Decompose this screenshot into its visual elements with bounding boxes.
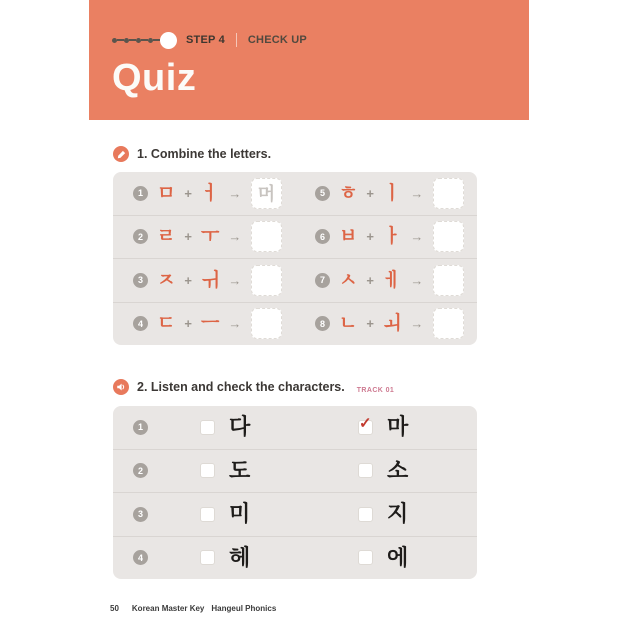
vowel-letter: ㅣ bbox=[382, 182, 402, 204]
answer-box[interactable] bbox=[433, 178, 464, 209]
item-number-badge: 1 bbox=[133, 420, 148, 435]
plus-sign: + bbox=[366, 185, 374, 201]
option-character: 미 bbox=[229, 501, 251, 527]
checkbox[interactable] bbox=[200, 420, 215, 435]
choice-option[interactable] bbox=[200, 544, 358, 570]
option-character: 다 bbox=[229, 414, 251, 440]
item-number-badge: 1 bbox=[133, 186, 148, 201]
combine-letters-panel bbox=[113, 172, 477, 345]
choice-option[interactable] bbox=[358, 416, 477, 438]
vowel-letter: ㅡ bbox=[200, 313, 220, 335]
combine-item-2 bbox=[113, 216, 295, 259]
combine-row bbox=[113, 303, 477, 346]
vowel-letter: ㅜ bbox=[200, 226, 220, 248]
listen-row-2 bbox=[113, 450, 477, 494]
vowel-letter: ㅔ bbox=[382, 269, 402, 291]
consonant-letter: ㄷ bbox=[157, 313, 176, 335]
arrow-icon: → bbox=[228, 272, 242, 288]
item-number-badge: 5 bbox=[315, 186, 330, 201]
step-label: STEP 4 bbox=[186, 34, 225, 46]
choice-option[interactable] bbox=[358, 457, 477, 483]
plus-sign: + bbox=[366, 229, 374, 245]
arrow-icon: → bbox=[228, 229, 242, 245]
item-number-badge: 2 bbox=[133, 229, 148, 244]
progress-indicator bbox=[112, 31, 307, 49]
option-character: 에 bbox=[387, 544, 409, 570]
track-label: TRACK 01 bbox=[356, 387, 395, 394]
combine-item-6 bbox=[295, 216, 477, 259]
page-footer bbox=[110, 604, 276, 613]
consonant-letter: ㅂ bbox=[339, 226, 358, 248]
plus-sign: + bbox=[184, 229, 192, 245]
option-character: 마 bbox=[387, 414, 409, 440]
item-number-badge: 4 bbox=[133, 316, 148, 331]
consonant-letter: ㅎ bbox=[339, 182, 358, 204]
consonant-letter: ㄹ bbox=[157, 226, 176, 248]
checkbox[interactable] bbox=[358, 414, 373, 435]
choice-option[interactable] bbox=[200, 457, 358, 483]
combine-item-8 bbox=[295, 303, 477, 346]
item-number-badge: 7 bbox=[315, 273, 330, 288]
plus-sign: + bbox=[184, 272, 192, 288]
checkbox[interactable] bbox=[200, 507, 215, 522]
item-number-badge: 8 bbox=[315, 316, 330, 331]
page-number: 50 bbox=[110, 604, 119, 613]
arrow-icon: → bbox=[410, 229, 424, 245]
progress-line bbox=[141, 39, 148, 41]
arrow-icon: → bbox=[228, 185, 242, 201]
answer-box[interactable] bbox=[433, 221, 464, 252]
combine-item-7 bbox=[295, 259, 477, 302]
listen-row-1 bbox=[113, 406, 477, 450]
progress-line bbox=[153, 39, 160, 41]
listen-row-3 bbox=[113, 493, 477, 537]
checkbox[interactable] bbox=[200, 550, 215, 565]
combine-row bbox=[113, 259, 477, 303]
answer-box[interactable] bbox=[251, 308, 282, 339]
plus-sign: + bbox=[366, 316, 374, 332]
option-character: 도 bbox=[229, 457, 251, 483]
item-number-badge: 4 bbox=[133, 550, 148, 565]
check-icon: ✓ bbox=[359, 414, 372, 432]
vowel-letter: ㅏ bbox=[382, 226, 402, 248]
combine-item-4 bbox=[113, 303, 295, 346]
checkbox[interactable] bbox=[358, 463, 373, 478]
book-subtitle: Hangeul Phonics bbox=[211, 604, 277, 613]
answer-box[interactable] bbox=[433, 265, 464, 296]
item-number-badge: 2 bbox=[133, 463, 148, 478]
option-character: 헤 bbox=[229, 544, 251, 570]
plus-sign: + bbox=[184, 316, 192, 332]
consonant-letter: ㄴ bbox=[339, 313, 358, 335]
answer-box[interactable] bbox=[251, 221, 282, 252]
combine-item-5 bbox=[295, 172, 477, 215]
listen-row-4 bbox=[113, 537, 477, 580]
vowel-letter: ㅚ bbox=[382, 313, 402, 335]
arrow-icon: → bbox=[228, 316, 242, 332]
consonant-letter: ㅈ bbox=[157, 269, 176, 291]
consonant-letter: ㅅ bbox=[339, 269, 358, 291]
combine-row bbox=[113, 216, 477, 260]
consonant-letter: ㅁ bbox=[157, 182, 176, 204]
choice-option[interactable] bbox=[358, 503, 477, 525]
item-number-badge: 6 bbox=[315, 229, 330, 244]
checkbox[interactable] bbox=[358, 507, 373, 522]
answer-box[interactable] bbox=[251, 178, 282, 209]
combine-item-3 bbox=[113, 259, 295, 302]
answer-box[interactable] bbox=[433, 308, 464, 339]
combine-row bbox=[113, 172, 477, 216]
header-banner bbox=[89, 0, 529, 120]
option-character: 지 bbox=[387, 501, 409, 527]
section1-header bbox=[113, 146, 271, 162]
checkup-label: CHECK UP bbox=[247, 34, 307, 46]
vowel-letter: ㅓ bbox=[200, 182, 220, 204]
book-title: Korean Master Key bbox=[131, 604, 205, 613]
choice-option[interactable] bbox=[200, 503, 358, 525]
speaker-icon bbox=[113, 379, 129, 395]
answer-box[interactable] bbox=[251, 265, 282, 296]
page-title: Quiz bbox=[112, 57, 197, 99]
choice-option[interactable] bbox=[358, 544, 477, 570]
answer-value: 머 bbox=[257, 184, 276, 205]
listen-check-panel bbox=[113, 406, 477, 579]
item-number-badge: 3 bbox=[133, 507, 148, 522]
choice-option[interactable] bbox=[200, 416, 358, 438]
progress-current-dot bbox=[160, 32, 177, 49]
plus-sign: + bbox=[184, 185, 192, 201]
option-character: 소 bbox=[387, 457, 409, 483]
plus-sign: + bbox=[366, 272, 374, 288]
section2-title: 2. Listen and check the characters. bbox=[137, 380, 345, 394]
checkbox[interactable] bbox=[358, 550, 373, 565]
combine-item-1 bbox=[113, 172, 295, 215]
vowel-letter: ㅟ bbox=[200, 269, 220, 291]
checkbox[interactable] bbox=[200, 463, 215, 478]
arrow-icon: → bbox=[410, 272, 424, 288]
section1-title: 1. Combine the letters. bbox=[137, 147, 272, 161]
pencil-icon bbox=[113, 146, 129, 162]
progress-line bbox=[117, 39, 124, 41]
divider bbox=[236, 33, 237, 47]
arrow-icon: → bbox=[410, 185, 424, 201]
arrow-icon: → bbox=[410, 316, 424, 332]
item-number-badge: 3 bbox=[133, 273, 148, 288]
progress-line bbox=[129, 39, 136, 41]
section2-header bbox=[113, 379, 394, 395]
